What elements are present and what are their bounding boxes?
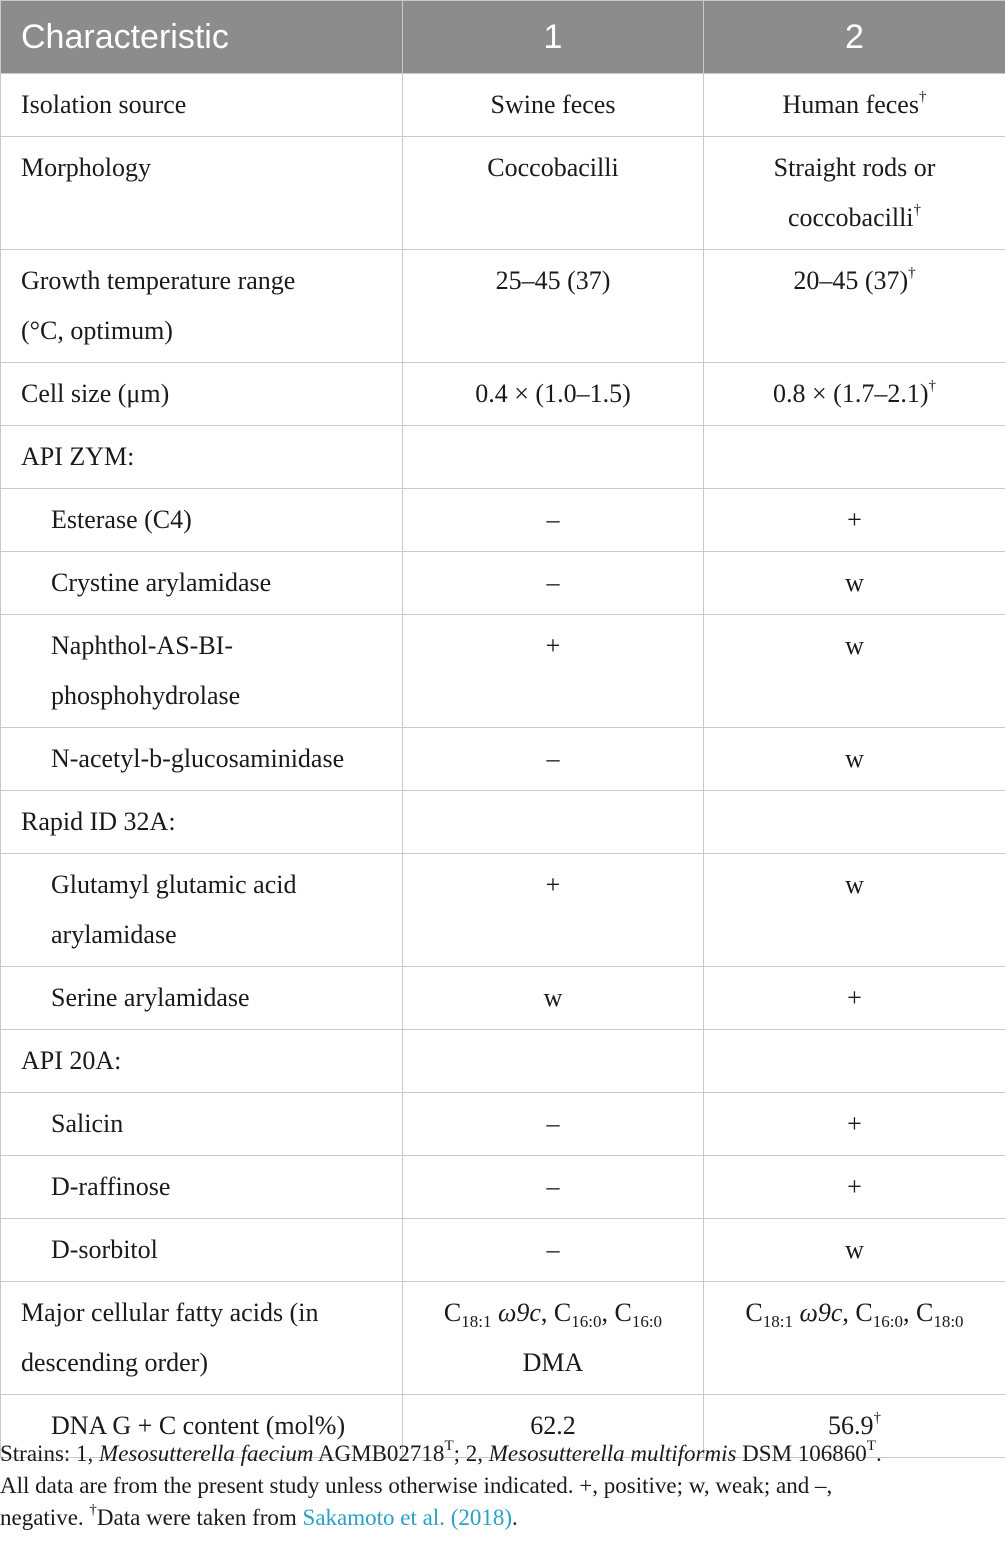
section-label: API 20A: [1,1030,403,1093]
value-strain-1: 25–45 (37) [403,250,704,363]
value-strain-2: + [704,967,1005,1030]
row-label: Cell size (μm) [1,363,403,426]
value-strain-1: 62.2 [403,1395,704,1458]
row-label: Isolation source [1,74,403,137]
value-strain-2: w [704,728,1005,791]
row-label: Major cellular fatty acids (in descending order) [1,1282,403,1395]
table-row [1,137,1005,250]
value-strain-1: w [403,967,704,1030]
section-row [1,1030,1005,1093]
table-row [1,250,1005,363]
row-label: D-sorbitol [1,1219,403,1282]
section-label: Rapid ID 32A: [1,791,403,854]
value-strain-2: w [704,552,1005,615]
value-strain-2: 20–45 (37)† [704,250,1005,363]
table-row [1,74,1005,137]
row-label: Salicin [1,1093,403,1156]
row-label: Naphthol-AS-BI- phosphohydrolase [1,615,403,728]
value-strain-1: – [403,1156,704,1219]
table-row [1,552,1005,615]
value-strain-1: + [403,854,704,967]
row-label: D-raffinose [1,1156,403,1219]
value-strain-1: – [403,728,704,791]
header-row [1,1,1005,74]
table-row [1,1219,1005,1282]
value-strain-2: w [704,854,1005,967]
value-strain-2: 0.8 × (1.7–2.1)† [704,363,1005,426]
value-strain-2: $C_{18:1}$ ω9c, $C_{16:0}$, $C_{18:0}$ [704,1282,1005,1395]
section-row [1,791,1005,854]
value-strain-2: Human feces† [704,74,1005,137]
header-characteristic: Characteristic [1,1,403,74]
row-label: Growth temperature range (°C, optimum) [1,250,403,363]
value-strain-2: + [704,1156,1005,1219]
value-strain-2: + [704,1093,1005,1156]
value-strain-1: 0.4 × (1.0–1.5) [403,363,704,426]
table-footnote [0,1438,1005,1534]
value-strain-2: Straight rods or coccobacilli† [704,137,1005,250]
value-strain-2: 56.9† [704,1395,1005,1458]
value-strain-1: Coccobacilli [403,137,704,250]
value-strain-1: – [403,489,704,552]
section-row [1,426,1005,489]
header-strain-1: 1 [403,1,704,74]
value-strain-1: + [403,615,704,728]
row-label: N-acetyl-b-glucosaminidase [1,728,403,791]
row-label: Crystine arylamidase [1,552,403,615]
table-row [1,967,1005,1030]
table-row [1,854,1005,967]
value-strain-1: – [403,1093,704,1156]
table-row [1,615,1005,728]
value-strain-1: $C_{18:1}$ ω9c, $C_{16:0}$, $C_{16:0}$ DMA [403,1282,704,1395]
value-strain-1: Swine feces [403,74,704,137]
value-strain-2: w [704,1219,1005,1282]
table-row [1,489,1005,552]
footnote-strains: Strains: 1, Mesosutterella faecium $AGMB02718^T$; 2, Mesosutterella multiformis DSM $106860^T$. [0,1438,882,1466]
table-row [1,728,1005,791]
citation-link[interactable]: Sakamoto et al. (2018) [302,1505,513,1530]
header-strain-2: 2 [704,1,1005,74]
value-strain-2: w [704,615,1005,728]
table-row [1,363,1005,426]
value-strain-1: – [403,552,704,615]
footnote-source: negative. †Data were taken from Sakamoto et al. (2018). [0,1502,518,1530]
section-label: API ZYM: [1,426,403,489]
row-label: DNA G + C content (mol%) [1,1395,403,1458]
row-label: Morphology [1,137,403,250]
table-row [1,1282,1005,1395]
row-label: Glutamyl glutamic acid arylamidase [1,854,403,967]
value-strain-2: + [704,489,1005,552]
row-label: Serine arylamidase [1,967,403,1030]
footnote-legend: All data are from the present study unless otherwise indicated. +, positive; w, weak; and –, [0,1473,833,1498]
table-row [1,1156,1005,1219]
table-row [1,1093,1005,1156]
row-label: Esterase (C4) [1,489,403,552]
value-strain-1: – [403,1219,704,1282]
